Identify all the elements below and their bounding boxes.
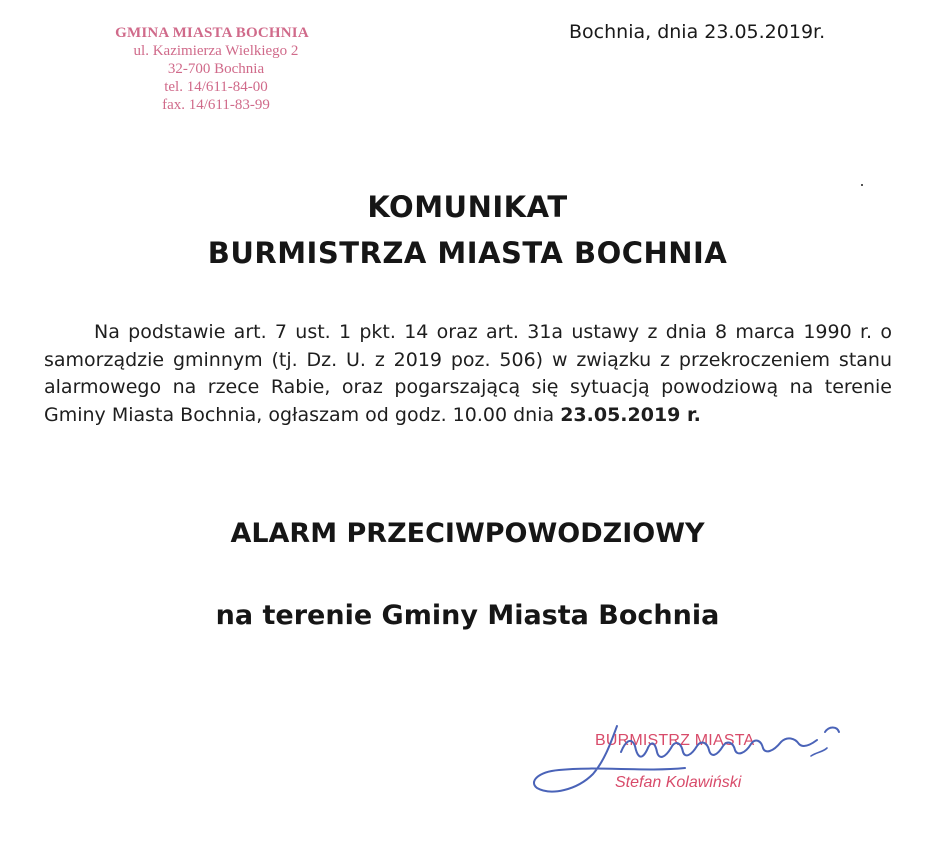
stamp-tel: tel. 14/611-84-00 xyxy=(164,79,268,95)
alarm-heading: ALARM PRZECIWPOWODZIOWY xyxy=(230,518,705,549)
municipal-stamp xyxy=(92,24,332,114)
signature-block xyxy=(525,712,865,822)
stamp-title: GMINA MIASTA BOCHNIA xyxy=(115,25,309,41)
document-title: KOMUNIKAT xyxy=(367,190,568,224)
body-date: 23.05.2019 r. xyxy=(560,403,701,426)
stamp-fax: fax. 14/611-83-99 xyxy=(162,97,270,113)
stamp-postal: 32-700 Bochnia xyxy=(167,61,265,77)
document-subtitle: BURMISTRZA MIASTA BOCHNIA xyxy=(207,236,728,270)
scan-speck xyxy=(861,184,863,186)
place-date: Bochnia, dnia 23.05.2019r. xyxy=(569,21,826,43)
announcement-body xyxy=(44,319,892,429)
body-paragraph: Na podstawie art. 7 ust. 1 pkt. 14 oraz art. 31a ustawy z dnia 8 marca 1990 r. o samorządzie gminnym (tj. Dz. U. z 2019 poz. 506) w związku z przekroczeniem stanu alarmowego na rzece Rabie, oraz pogarszającą się sytuacją powodziową na terenie Gminy Miasta Bochnia, ogłaszam od godz. 10.00 dnia xyxy=(44,321,892,426)
area-heading: na terenie Gminy Miasta Bochnia xyxy=(215,600,720,631)
signature-stamp-name: Stefan Kolawiński xyxy=(615,774,742,791)
handwritten-signature xyxy=(525,712,865,822)
signature-stamp-title: BURMISTRZ MIASTA xyxy=(595,732,755,749)
stamp-address: ul. Kazimierza Wielkiego 2 xyxy=(133,43,299,59)
